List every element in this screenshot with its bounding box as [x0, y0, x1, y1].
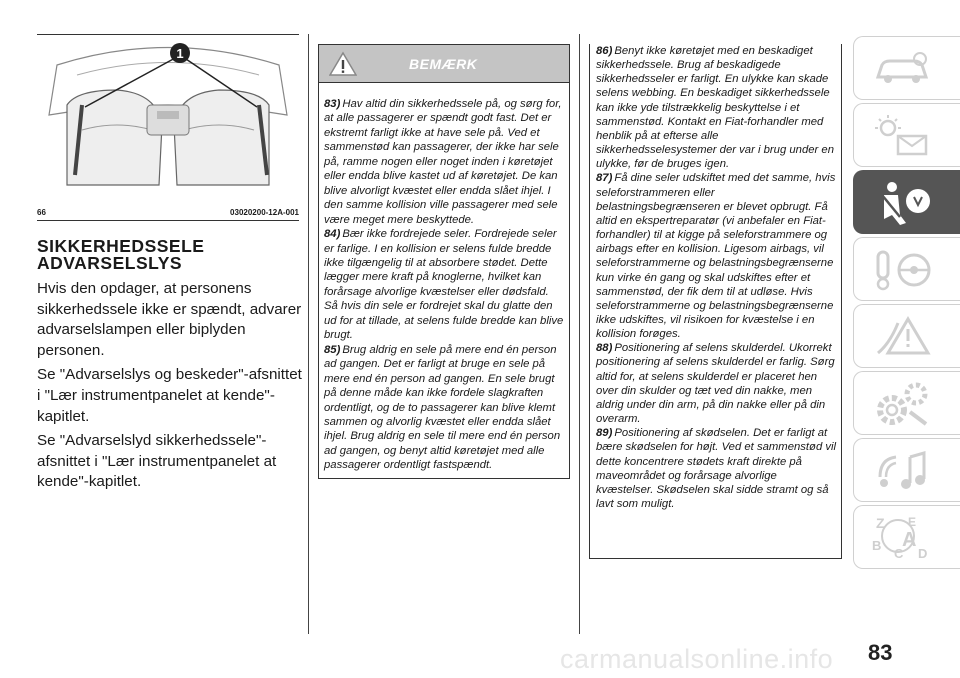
note-continuation [589, 44, 842, 559]
svg-text:A: A [902, 529, 917, 551]
note-text: Positionering af skødselen. Det er farligt at bære skødselen for højt. Ved et sammenstød vil dette koncentrere stødets kraft direkte på maveområdet og forårsage alvorlige kvæstelser. Skødselen skal sidde stramt og så lavt som muligt. [596, 427, 837, 510]
tab-key-steering[interactable] [853, 237, 960, 301]
rear-seats-drawing [37, 35, 299, 203]
tab-multimedia[interactable] [853, 438, 960, 502]
seatbelt-airbag-icon [870, 179, 934, 227]
note-item [324, 343, 564, 473]
page-number: 83 [868, 640, 893, 665]
note-item [596, 341, 837, 426]
tab-seatbelt-airbag[interactable] [853, 170, 960, 234]
svg-text:B: B [872, 538, 882, 553]
note-number: 87) [596, 172, 613, 185]
heading-line1: SIKKERHEDSSELE [37, 236, 205, 256]
note-header [319, 45, 569, 83]
note-text: Bær ikke fordrejede seler. Fordrejede seler er farlige. I en kollision er selens fulde bredde ikke tilgængelig til at absorbere stødet. Dette lægger mere kraft på knoglerne, hvilket kan forårsage alvorlige kvæstelser eller dødsfald. Så hvis din sele er fordrejet skal du glatte den ud for at tillade, at selens fulde bredde kan blive brugt. [324, 228, 564, 342]
note-text: Benyt ikke køretøjet med en beskadiget sikkerhedssele. Brug af beskadigede sikkerhedsseler er farligt. En ulykke kan skade selens webbing. En beskadiget sikkerhedssele kan ikke yde tilstrækkelig beskyttelse i et sammenstød. Kontakt en Fiat-forhandler med henblik på at efterse alle sikkerhedsselesystemer der var i brug under en ulykke, før de bruges igen. [596, 45, 834, 171]
svg-text:D: D [918, 546, 928, 561]
note-number: 89) [596, 427, 613, 440]
note-number: 88) [596, 342, 613, 355]
tab-warning-lights[interactable] [853, 103, 960, 167]
note-body-col2 [319, 83, 569, 478]
note-item [324, 227, 564, 343]
seatbelt-illustration [37, 34, 299, 203]
note-text: Brug aldrig en sele på mere end én person ad gangen. Det er farligt at bruge en sele på mere end én person ad gangen. En sele brugt på denne måde kan ikke fordele slagkraften ordentligt, og de to passagerer kan blive klemt sammen og alvorlig kvæstet eller endda slået ihjel. Brug aldrig en sele til mere end én person ad gangen, og benyt altid køretøjet med alle passagerer ordentligt fastspændt. [324, 343, 561, 472]
figure-code: 03020200-12A-001 [230, 208, 299, 217]
section-body [37, 279, 305, 497]
note-text: Få dine seler udskiftet med det samme, hvis seleforstrammeren eller belastningsbegrænseren er blevet opbrugt. Få altid en ekspertreparatør (vi anbefaler en Fiat-forhandler) til at kigge på seleforstrammere og airbags efter en kollision. Ligesom airbags, vil seleforstrammerne og belastningsbegrænserne kun virke én gang og skal udskiftes efter et sammenstød, der fik dem til at udløse. Hvis seleforstrammerne og belastningsbegrænserne ikke udskiftes, vil risikoen for kvæstelse i en kollision forøges. [596, 172, 836, 341]
note-number: 86) [596, 45, 613, 57]
note-text: Positionering af selens skulderdel. Ukorrekt positionering af selens skulderdel er farlig. Sørg altid for, at selens skulderdel er placeret hen over din skulder og tæt ved din nakke, men aldrig under din arm, på din nakke eller på din overarm. [596, 342, 835, 426]
note-number: 83) [324, 98, 341, 110]
note-item [596, 426, 837, 511]
note-item [324, 97, 564, 227]
tab-road-warning[interactable] [853, 304, 960, 368]
note-text: Hav altid din sikkerhedssele på, og sørg for, at alle passagerer er spændt godt fast. Det er ekstremt farligt ikke at have sele på. Ved et sammenstød kan passagerer, der ikke har sele på, ramme nogen eller noget inden i køretøjet eller endda blive kastet ud af køretøjet. De kan blive alvorligt kvæstet eller endda slået ihjel. I den samme kollision ville passagerer med sele være meget mere beskyttede. [324, 98, 562, 226]
note-box [318, 44, 570, 479]
note-number: 84) [324, 228, 341, 241]
tab-index-letters[interactable] [853, 505, 960, 569]
note-item [596, 44, 837, 171]
warning-lights-icon [872, 114, 932, 158]
svg-text:Z: Z [876, 515, 885, 531]
paragraph: Se "Advarselslys og beskeder"-afsnittet i "Lær instrumentpanelet at kende"-kapitlet. [37, 366, 302, 425]
svg-text:C: C [894, 546, 904, 561]
note-item [596, 171, 837, 341]
multimedia-icon [870, 447, 934, 495]
note-title: BEMÆRK [409, 56, 478, 72]
note-body-col3 [590, 44, 841, 511]
figure-caption [37, 206, 299, 221]
column-divider [579, 34, 580, 634]
index-letters-icon [870, 512, 934, 564]
section-heading [37, 238, 307, 272]
svg-text:E: E [908, 515, 917, 529]
callout-label: 1 [176, 46, 184, 61]
key-steering-icon [870, 246, 934, 294]
service-gears-icon [870, 380, 934, 428]
tab-car-dashboard[interactable] [853, 36, 960, 100]
tab-service-gears[interactable] [853, 371, 960, 435]
car-dashboard-icon [872, 49, 932, 89]
paragraph: Se "Advarselslyd sikkerhedssele"-afsnittet i "Lær instrumentpanelet at kende"-kapitlet. [37, 432, 277, 491]
note-number: 85) [324, 343, 341, 356]
column-divider [308, 34, 309, 634]
figure-number: 66 [37, 208, 46, 217]
heading-line2: ADVARSELSLYS [37, 253, 183, 273]
warning-triangle-icon [329, 51, 357, 77]
road-warning-icon [870, 313, 934, 361]
watermark: carmanualsonline.info [560, 644, 834, 674]
paragraph: Hvis den opdager, at personens sikkerhedssele ikke er spændt, advarer advarselslampen eller biplyden personen. [37, 280, 302, 359]
